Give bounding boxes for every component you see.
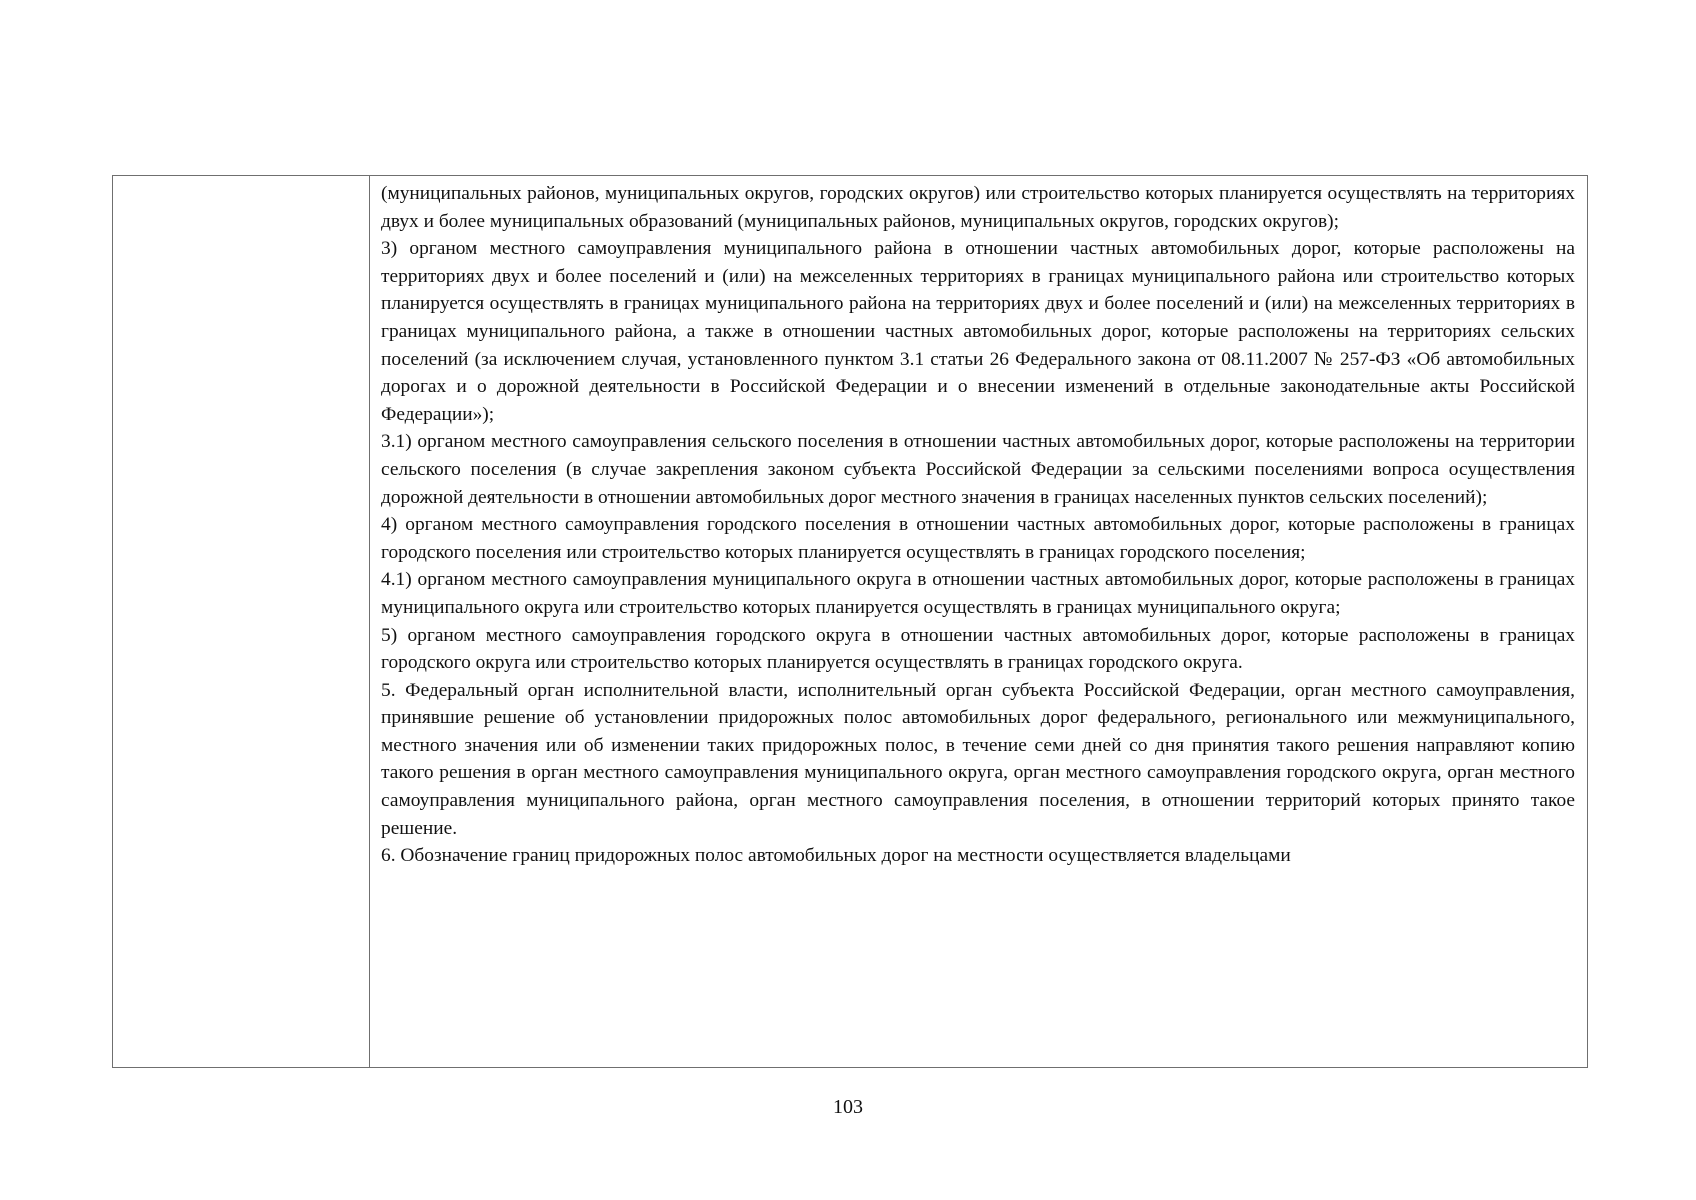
- paragraph-item-4: 4) органом местного самоуправления городского поселения в отношении частных автомобильных дорог, которые расположены в границах городского поселения или строительство которых планируется осуществлять в границах городского поселения;: [381, 514, 1575, 563]
- paragraph-item-4-1: 4.1) органом местного самоуправления муниципального округа в отношении частных автомобильных дорог, которые расположены в границах муниципального округа или строительство которых планируется осуществлять в границах муниципального округа;: [381, 569, 1575, 618]
- content-table: [112, 175, 1588, 1068]
- paragraph-item-5: 5) органом местного самоуправления городского округа в отношении частных автомобильных дорог, которые расположены в границах городского округа или строительство которых планируется осуществлять в границах городского округа.: [381, 624, 1575, 674]
- paragraph-section-5: 5. Федеральный орган исполнительной власти, исполнительный орган субъекта Российской Федерации, орган местного самоуправления, принявшие решение об установлении придорожных полос автомобильных дорог федерального, регионального или межмуниципального, местного значения или об изменении таких придорожных полос, в течение семи дней со дня принятия такого решения направляют копию такого решения в орган местного самоуправления муниципального округа, орган местного самоуправления городского округа, орган местного самоуправления муниципального района, орган местного самоуправления поселения, в отношении территорий которых принято такое решение.: [381, 679, 1575, 839]
- page-number: 103: [833, 1096, 863, 1118]
- paragraph-municipal-entities-continuation: (муниципальных районов, муниципальных округов, городских округов) или строительство которых планируется осуществлять на территориях двух и более муниципальных образований (муниципальных районов, муниципальных округов, городских округов);: [381, 183, 1575, 232]
- paragraph-section-6: 6. Обозначение границ придорожных полос автомобильных дорог на местности осуществляется владельцами: [381, 845, 1291, 867]
- paragraph-item-3-1: 3.1) органом местного самоуправления сельского поселения в отношении частных автомобильных дорог, которые расположены на территории сельского поселения (в случае закрепления законом субъекта Российской Федерации за сельскими поселениями вопроса осуществления дорожной деятельности в отношении автомобильных дорог местного значения в границах населенных пунктов сельских поселений);: [381, 431, 1575, 508]
- paragraph-item-3: 3) органом местного самоуправления муниципального района в отношении частных автомобильных дорог, которые расположены на территориях двух и более поселений и (или) на межселенных территориях в границах муниципального района или строительство которых планируется осуществлять в границах муниципального района на территориях двух и более поселений и (или) на межселенных территориях в границах муниципального района, а также в отношении частных автомобильных дорог, которые расположены на территориях сельских поселений (за исключением случая, установленного пунктом 3.1 статьи 26 Федерального закона от 08.11.2007 № 257-ФЗ «Об автомобильных дорогах и о дорожной деятельности в Российской Федерации и о внесении изменений в отдельные законодательные акты Российской Федерации»);: [381, 238, 1575, 425]
- table-right-cell: [370, 176, 1587, 1067]
- table-left-cell-empty: [113, 176, 370, 1067]
